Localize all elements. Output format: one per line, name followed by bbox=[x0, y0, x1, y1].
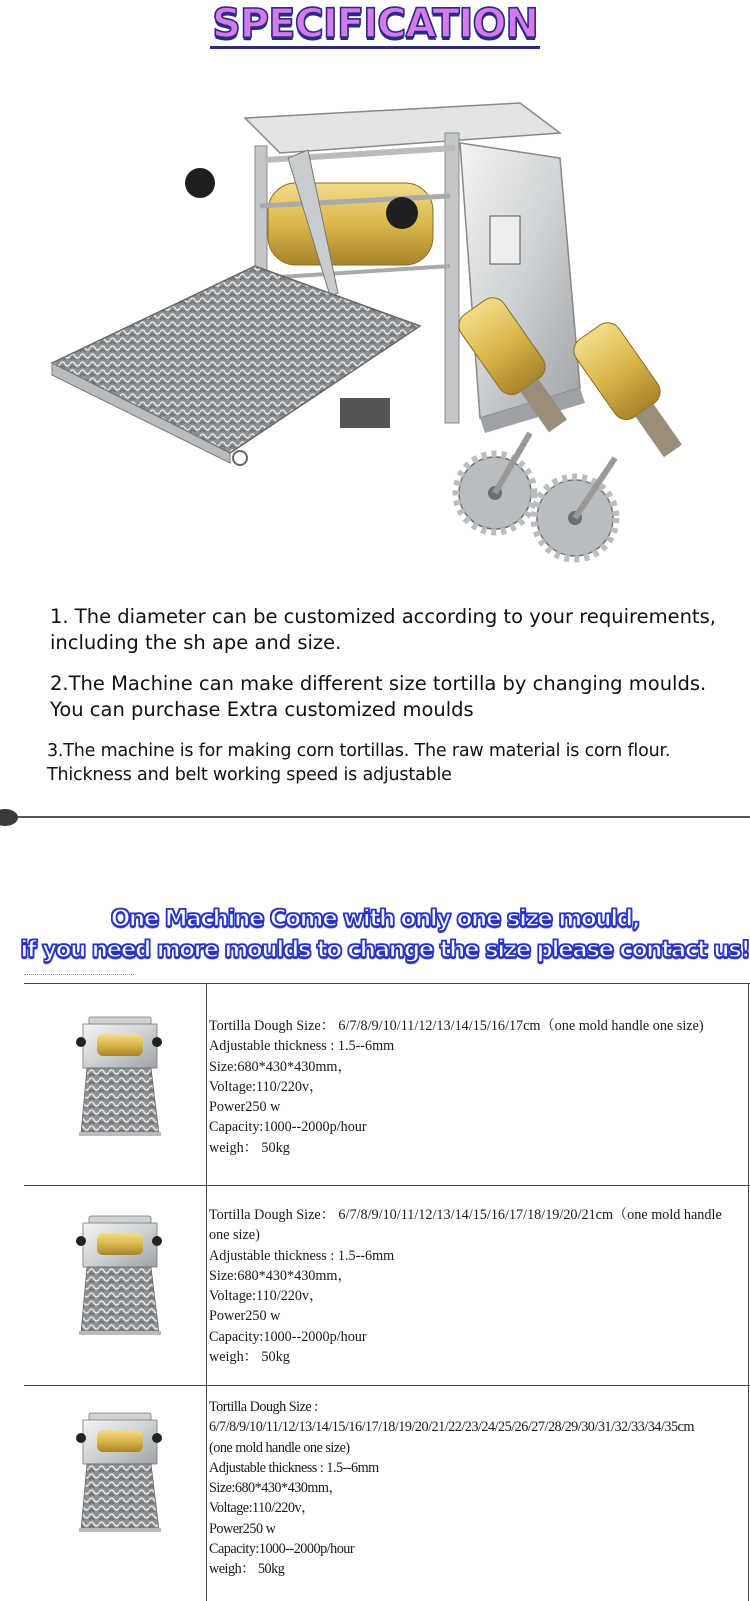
table-top-rule bbox=[24, 974, 134, 977]
mould-notice-line-2: if you need more moulds to change the size please contact us! bbox=[20, 937, 750, 963]
dough-size-note: (one mold handle one size) bbox=[209, 1439, 350, 1456]
spec-table bbox=[24, 983, 750, 1601]
dough-size: Tortilla Dough Size： 6/7/8/9/10/11/12/13/14/15/16/17cm（one mold handle one size) bbox=[209, 1018, 704, 1034]
weight: weigh： 50kg bbox=[209, 1139, 290, 1156]
thickness: Adjustable thickness : 1.5--6mm bbox=[209, 1247, 395, 1264]
spec-list bbox=[209, 1397, 749, 1580]
divider-dot bbox=[0, 809, 18, 826]
dimensions: Size:680*430*430mm， bbox=[209, 1267, 352, 1284]
voltage: Voltage:110/220v， bbox=[209, 1078, 324, 1095]
dough-size: Tortilla Dough Size： 6/7/8/9/10/11/12/13/14/15/16/17/18/19/20/21cm（one mold handle one size) bbox=[209, 1207, 722, 1244]
machine-thumbnail bbox=[69, 1408, 169, 1533]
table-row bbox=[24, 1386, 750, 1601]
thickness: Adjustable thickness : 1.5--6mm bbox=[209, 1038, 395, 1055]
dimensions: Size:680*430*430mm， bbox=[209, 1058, 352, 1075]
power: Power250 w bbox=[209, 1520, 276, 1537]
description-point-1: 1. The diameter can be customized according to your requirements, including the sh ape and size. bbox=[50, 605, 716, 654]
capacity: Capacity:1000--2000p/hour bbox=[209, 1541, 355, 1558]
description-point-3: 3.The machine is for making corn tortillas. The raw material is corn flour. Thickness and belt working speed is adjustable bbox=[47, 741, 671, 785]
power: Power250 w bbox=[209, 1099, 281, 1116]
thickness: Adjustable thickness : 1.5--6mm bbox=[209, 1459, 379, 1476]
spec-list bbox=[209, 1016, 749, 1158]
voltage: Voltage:110/220v， bbox=[209, 1288, 324, 1305]
weight: weigh： 50kg bbox=[209, 1349, 290, 1366]
description-point-2: 2.The Machine can make different size tortilla by changing moulds. You can purchase Extra customized moulds bbox=[50, 672, 707, 721]
capacity: Capacity:1000--2000p/hour bbox=[209, 1119, 367, 1136]
machine-thumbnail bbox=[69, 1211, 169, 1336]
mould-notice-line-1: One Machine Come with only one size mould, bbox=[110, 906, 640, 932]
weight: weigh： 50kg bbox=[209, 1561, 285, 1578]
dough-size-values: 6/7/8/9/10/11/12/13/14/15/16/17/18/19/20/21/22/23/24/25/26/27/28/29/30/31/32/33/34/35cm bbox=[209, 1419, 694, 1436]
tortilla-machine-image bbox=[40, 88, 730, 578]
table-row bbox=[24, 1186, 750, 1386]
dough-size-label: Tortilla Dough Size : bbox=[209, 1399, 318, 1415]
section-divider bbox=[0, 816, 750, 818]
dimensions: Size:680*430*430mm， bbox=[209, 1480, 343, 1497]
capacity: Capacity:1000--2000p/hour bbox=[209, 1328, 367, 1345]
voltage: Voltage:110/220v， bbox=[209, 1500, 315, 1517]
page-title bbox=[0, 1, 750, 49]
specification-heading: SPECIFICATION bbox=[212, 1, 538, 47]
spec-list bbox=[209, 1205, 749, 1367]
power: Power250 w bbox=[209, 1308, 281, 1325]
machine-thumbnail bbox=[69, 1012, 169, 1137]
table-row bbox=[24, 984, 750, 1186]
